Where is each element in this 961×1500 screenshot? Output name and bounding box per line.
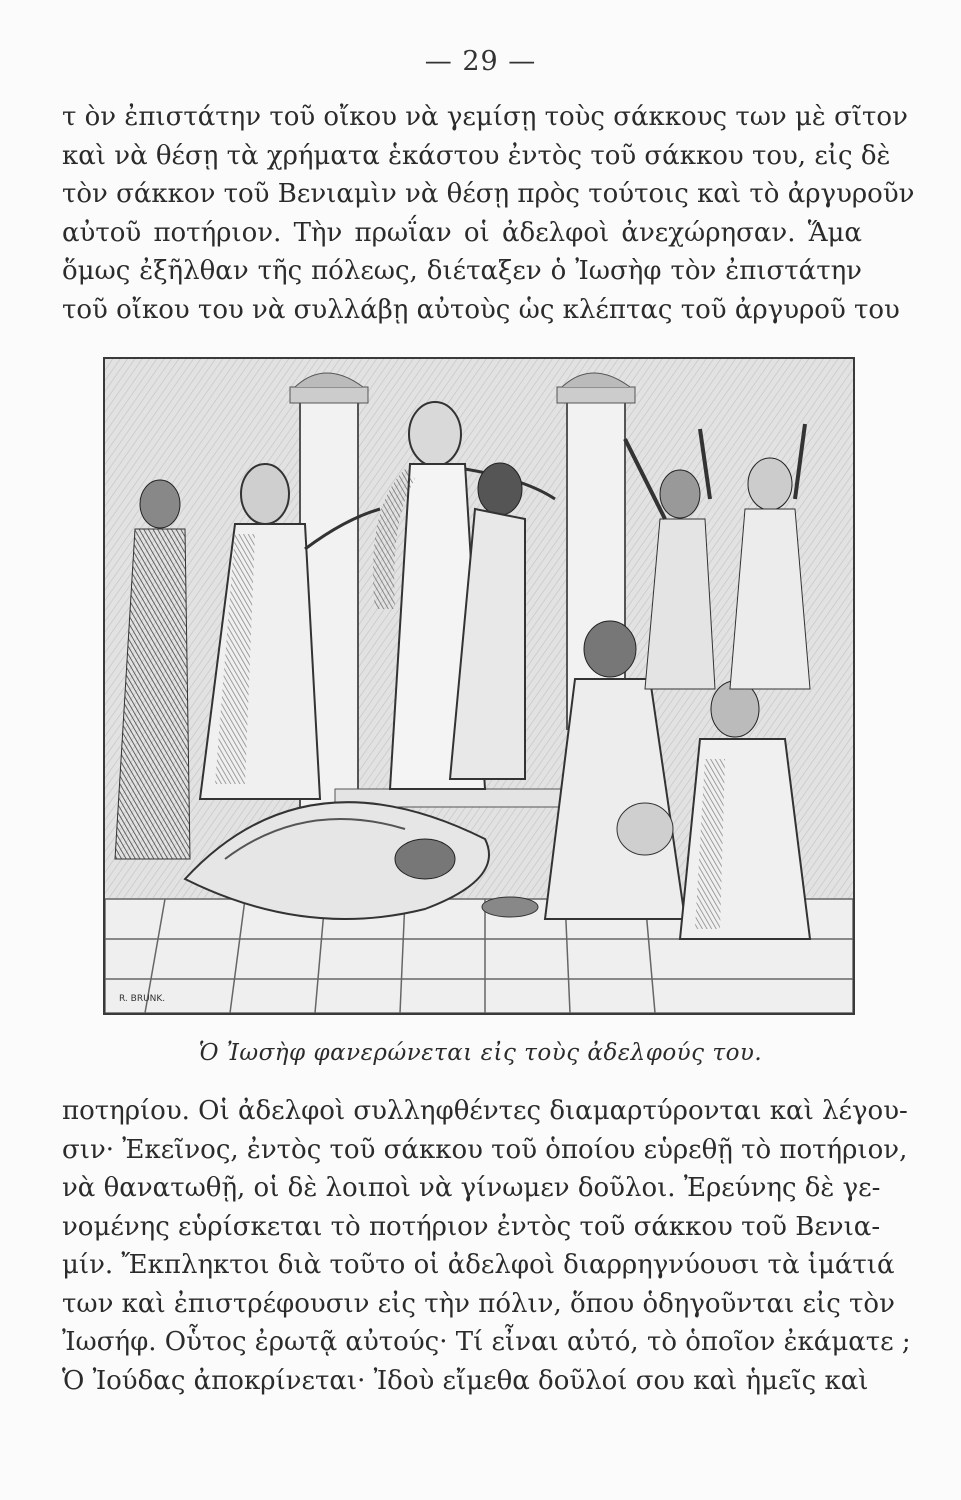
right-column <box>557 373 635 729</box>
text-line: αὐτοῦ ποτήριον. Τὴν πρωΐαν οἱ ἀδελφοὶ ἀνεχώρησαν. Ἅμα <box>62 217 862 248</box>
bottom-paragraph <box>62 1092 911 1400</box>
text-line: τοῦ οἴκου του νὰ συλλάβῃ αὐτοὺς ὡς κλέπτας τοῦ ἀργυροῦ του <box>62 294 900 325</box>
engraving-illustration <box>103 357 855 1015</box>
text-line: τὸν σάκκον τοῦ Βενιαμὶν νὰ θέσῃ πρὸς τούτοις καὶ τὸ ἀργυροῦν <box>62 179 915 209</box>
text-line: ποτηρίου. Οἱ ἀδελφοὶ συλληφθέντες διαμαρτύρονται καὶ λέγου- <box>62 1096 908 1126</box>
text-line: Ἰωσήφ. Οὗτος ἐρωτᾷ αὐτούς· Τί εἶναι αὐτό, τὸ ὁποῖον ἐκάματε ; <box>62 1327 911 1357</box>
text-line: των καὶ ἐπιστρέφουσιν εἰς τὴν πόλιν, ὅπου ὁδηγοῦνται εἰς τὸν <box>62 1288 895 1319</box>
cup-on-floor <box>482 897 538 917</box>
text-line: Ὁ Ἰούδας ἀποκρίνεται· Ἰδοὺ εἴμεθα δοῦλοί σου καὶ ἡμεῖς καὶ <box>62 1365 869 1396</box>
text-line: νομένης εὑρίσκεται τὸ ποτήριον ἐντὸς τοῦ σάκκου τοῦ Βενια- <box>62 1211 881 1242</box>
engraving-drawing <box>105 359 853 1013</box>
engraver-signature: R. BRUNK. <box>119 994 166 1004</box>
text-line: καὶ νὰ θέσῃ τὰ χρήματα ἑκάστου ἐντὸς τοῦ σάκκου του, εἰς δὲ <box>62 140 891 171</box>
text-line: ὅμως ἐξῆλθαν τῆς πόλεως, διέταξεν ὁ Ἰωσὴφ τὸν ἐπιστάτην <box>62 256 862 286</box>
text-line: τ ὸν ἐπιστάτην τοῦ οἴκου νὰ γεμίσῃ τοὺς σάκκους των μὲ σῖτον <box>62 102 908 132</box>
top-paragraph <box>62 98 915 329</box>
text-line: νὰ θανατωθῇ, οἱ δὲ λοιποὶ νὰ γίνωμεν δοῦλοι. Ἐρεύνης δὲ γε- <box>62 1173 881 1203</box>
page-number: — 29 — <box>424 46 537 77</box>
text-line: μίν. Ἔκπληκτοι διὰ τοῦτο οἱ ἀδελφοὶ διαρρηγνύουσι τὰ ἱμάτιά <box>62 1250 895 1280</box>
figure-caption: Ὁ Ἰωσὴφ φανερώνεται εἰς τοὺς ἀδελφούς του. <box>198 1040 763 1066</box>
text-line: σιν· Ἐκεῖνος, ἐντὸς τοῦ σάκκου τοῦ ὁποίου εὑρεθῇ τὸ ποτήριον, <box>62 1134 908 1165</box>
